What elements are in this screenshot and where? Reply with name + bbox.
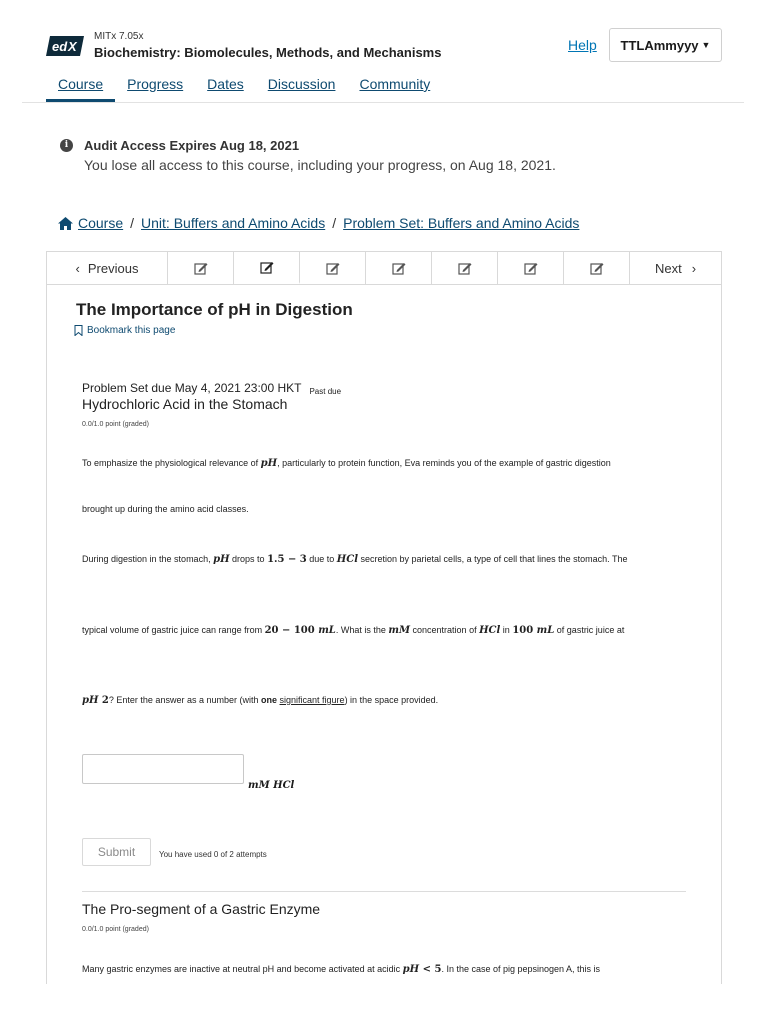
problem-points: 0.0/1.0 point (graded) [82,926,149,933]
edit-icon [194,261,208,275]
sequence-unit-tab[interactable] [168,252,234,284]
edit-icon [590,261,604,275]
breadcrumb-separator: / [130,215,135,231]
tab-progress[interactable]: Progress [127,76,184,92]
chevron-right-icon: › [691,260,697,276]
alert-body: You lose all access to this course, including your progress, on Aug 18, 2021. [84,157,556,173]
breadcrumb-unit[interactable]: Unit: Buffers and Amino Acids [141,215,326,231]
problem-title: Hydrochloric Acid in the Stomach [82,396,288,412]
chevron-left-icon: ‹ [75,260,80,276]
edit-icon [260,260,274,274]
svg-text:X: X [68,39,77,54]
course-tabs [46,74,442,104]
info-icon: i [60,139,73,152]
edit-icon [458,261,472,275]
significant-figure-link[interactable]: significant figure [279,695,345,705]
bookmark-button[interactable] [74,325,175,336]
next-label: Next [654,260,682,276]
tab-course[interactable]: Course [46,74,115,102]
edit-icon [392,261,406,275]
due-date: Problem Set due May 4, 2021 23:00 HKT Past due [82,381,342,396]
breadcrumb-separator: / [332,215,337,231]
tab-discussion[interactable]: Discussion [267,76,336,92]
previous-label: Previous [87,260,139,276]
home-icon [58,217,73,230]
problem-points: 0.0/1.0 point (graded) [82,421,149,428]
bookmark-icon [74,325,83,336]
header-divider [22,102,744,103]
sequence-unit-tab[interactable] [564,252,630,284]
tab-dates[interactable]: Dates [207,76,244,92]
past-due-badge: Past due [309,387,342,396]
problem-text-line: To emphasize the physiological relevance of pH, particularly to protein function, Eva reminds you of the example of gastric digestion [82,458,611,469]
previous-button[interactable] [47,252,168,284]
course-org: MITx 7.05x [94,31,144,42]
tab-community[interactable]: Community [359,76,431,92]
edx-logo[interactable] [46,34,84,58]
submit-button[interactable]: Submit [82,838,151,866]
sequence-unit-tab[interactable] [300,252,366,284]
bookmark-label: Bookmark this page [87,325,176,336]
alert-title: Audit Access Expires Aug 18, 2021 [84,138,300,153]
username: TTLAmmyyy [620,37,699,53]
course-title: Biochemistry: Biomolecules, Methods, and Mechanisms [94,45,442,60]
answer-input[interactable] [82,754,244,784]
sequence-unit-tab[interactable] [432,252,498,284]
svg-text:ed: ed [52,39,68,54]
sequence-unit-tab[interactable] [366,252,432,284]
problem-text-line: During digestion in the stomach, pH drops to 1.5 − 3 due to HCl secretion by parietal cells, a type of cell that lines the stomach. The [82,554,628,565]
user-menu-button[interactable] [609,28,722,62]
sequence-unit-tab[interactable] [498,252,564,284]
problem-text-line: brought up during the amino acid classes. [82,504,249,514]
breadcrumb [58,215,579,231]
edit-icon [326,261,340,275]
problem-text-line: pH 2? Enter the answer as a number (with one significant figure) in the space provided. [82,695,439,706]
attempts-count: You have used 0 of 2 attempts [159,850,267,859]
problem-divider [82,891,686,892]
sequence-nav [46,251,722,285]
problem-text-line: Many gastric enzymes are inactive at neutral pH and become activated at acidic pH < 5. In the case of pig pepsinogen A, this is [82,964,601,975]
answer-unit: mM HCl [248,780,295,791]
breadcrumb-course[interactable]: Course [78,215,124,231]
problem-title: The Pro-segment of a Gastric Enzyme [82,901,321,917]
help-link[interactable]: Help [568,37,597,53]
breadcrumb-problem-set[interactable]: Problem Set: Buffers and Amino Acids [343,215,580,231]
sequence-unit-tab-active[interactable] [234,252,300,284]
unit-title: The Importance of pH in Digestion [76,300,353,319]
next-button[interactable] [630,252,721,284]
edit-icon [524,261,538,275]
chevron-down-icon: ▼ [701,40,711,50]
problem-text-line: typical volume of gastric juice can range from 20 − 100 mL. What is the mM concentration of HCl in 100 mL of gastric juice at [82,625,625,636]
